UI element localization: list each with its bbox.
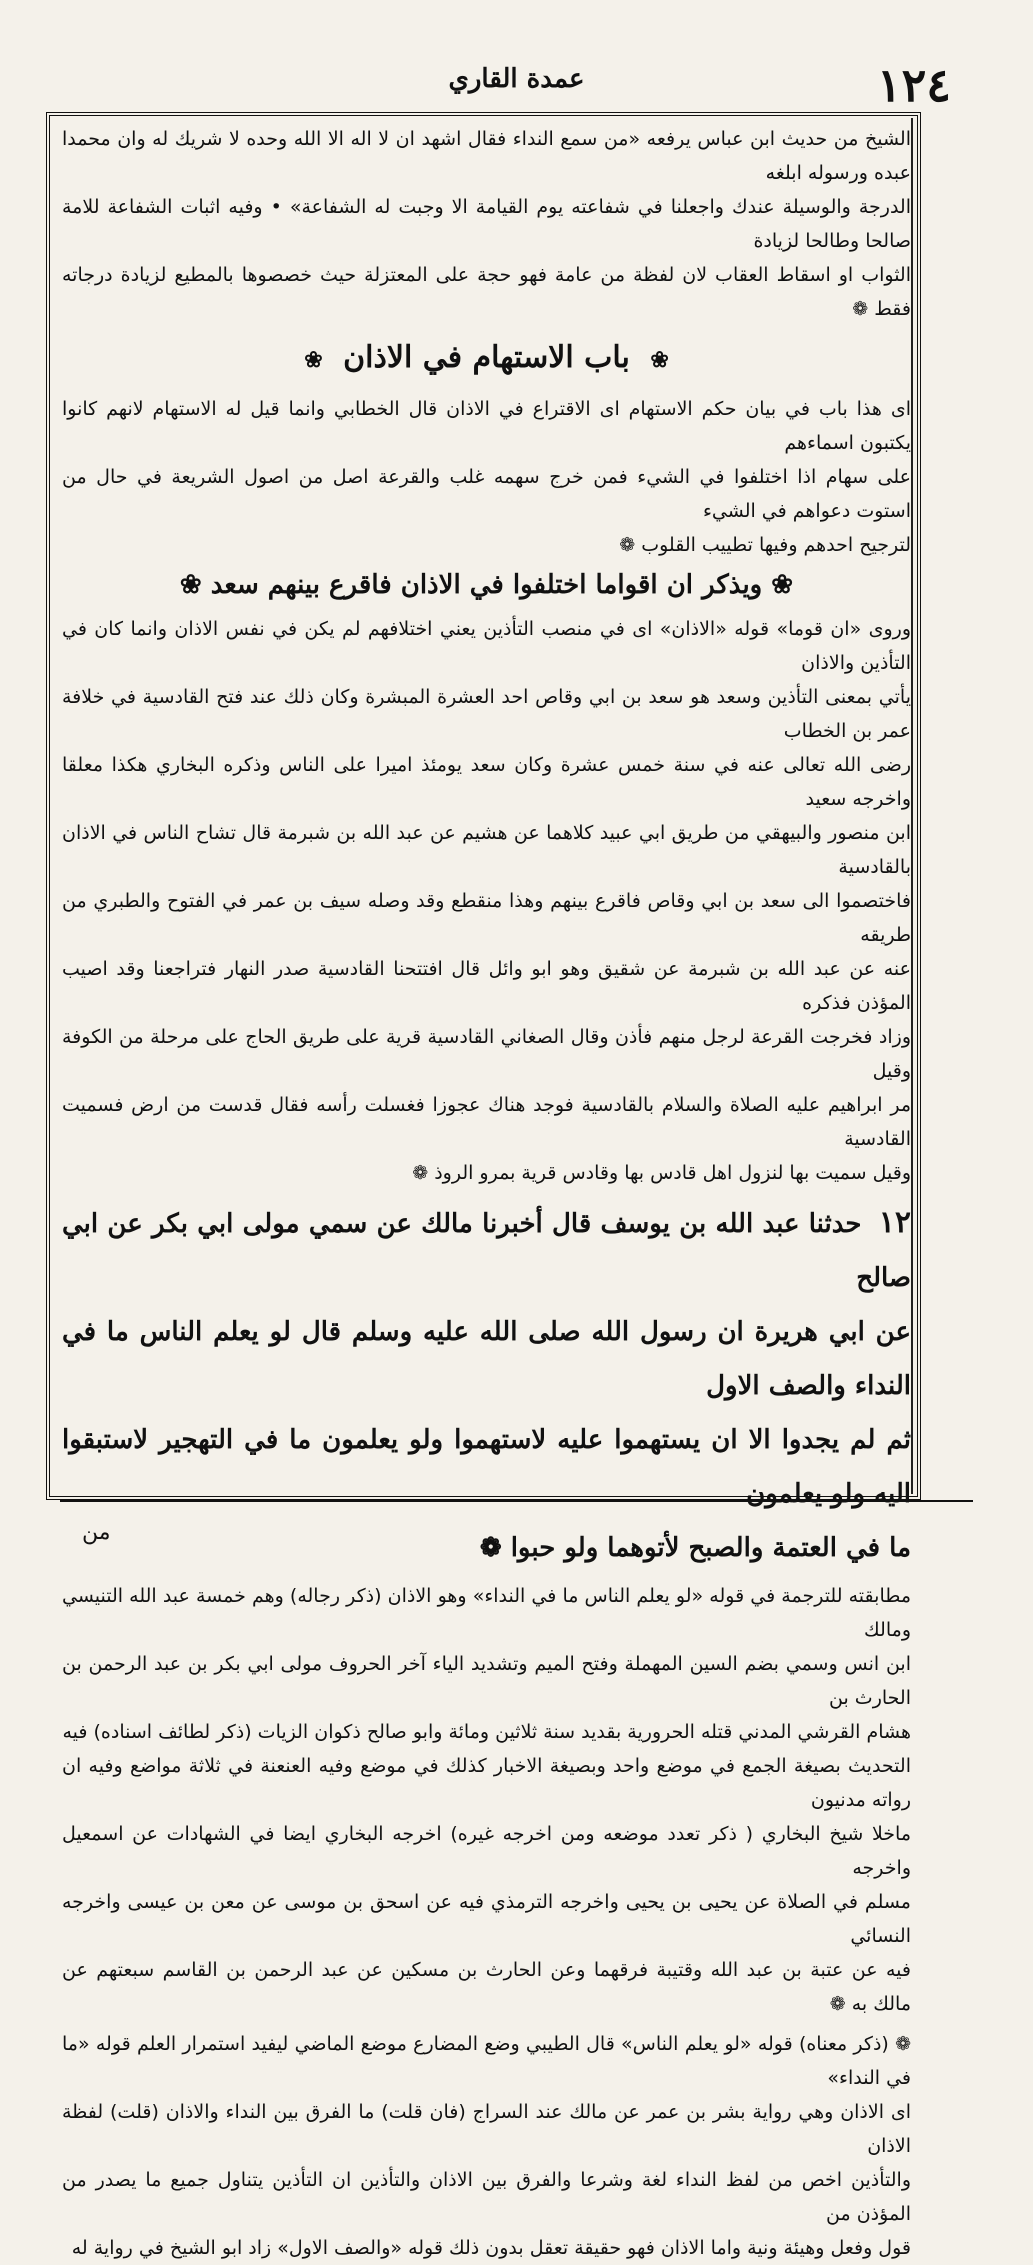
hadith-line	[62, 1196, 911, 1305]
text-line: الشيخ من حديث ابن عباس يرفعه «من سمع النداء فقال اشهد ان لا اله الا الله وحده لا شريك له وان محمدا عبده ورسوله ابلغه	[62, 128, 911, 184]
chapter-title: باب الاستهام في الاذان	[343, 340, 630, 375]
text-line: فاختصموا الى سعد بن ابي وقاص فاقرع بينهم وهذا منقطع وقد وصله سيف بن عمر في الفتوح والطبري من طريقه	[62, 890, 911, 946]
tarjama-heading	[62, 562, 911, 608]
hadith-commentary	[62, 1579, 911, 2021]
running-title: عمدة القاري	[448, 64, 585, 94]
ornament-left-icon: ❀	[304, 347, 323, 373]
chapter-commentary	[62, 392, 911, 562]
text-line: ❁ (ذكر معناه) قوله «لو يعلم الناس» قال الطيبي وضع المضارع موضع الماضي ليفيد استمرار العلم قوله «ما في النداء»	[62, 2033, 911, 2089]
main-text	[62, 122, 911, 2265]
ornament-right-icon: ❀	[771, 570, 794, 600]
hadith-line: ثم لم يجدوا الا ان يستهموا عليه لاستهموا ولو يعلمون ما في التهجير لاستبقوا اليه ولو يعلمون	[62, 1425, 911, 1509]
hadith-line: عن ابي هريرة ان رسول الله صلى الله عليه وسلم قال لو يعلم الناس ما في النداء والصف الاول	[62, 1317, 911, 1401]
text-line: الدرجة والوسيلة عندك واجعلنا في شفاعته يوم القيامة الا وجبت له الشفاعة» • وفيه اثبات الشفاعة للامة صالحا وطالحا لزيادة	[62, 196, 911, 252]
text-line: وزاد فخرجت القرعة لرجل منهم فأذن وقال الصغاني القادسية قرية على طريق الحاج على مرحلة من الكوفة وقيل	[62, 1026, 911, 1082]
catchword: من	[82, 1520, 111, 1545]
text-line: هشام القرشي المدني قتله الحرورية بقديد سنة ثلاثين ومائة وابو صالح ذكوان الزيات (ذكر لطائف اسناده) فيه	[62, 1721, 911, 1743]
hadith-line: ما في العتمة والصبح لأتوهما ولو حبوا ❁	[479, 1533, 911, 1563]
text-line: التحديث بصيغة الجمع في موضع واحد وبصيغة الاخبار كذلك في موضع وفيه العنعنة في ثلاثة مواضع وفيه ان رواته مدنيون	[62, 1755, 911, 1811]
text-line: ابن منصور والبيهقي من طريق ابي عبيد كلاهما عن هشيم عن عبد الله بن شبرمة قال تشاح الناس في الاذان بالقادسية	[62, 822, 911, 878]
page-header	[60, 52, 973, 112]
text-line: ابن انس وسمي بضم السين المهملة وفتح الميم وتشديد الياء آخر الحروف مولى ابي بكر بن عبد الرحمن بن الحارث بن	[62, 1653, 911, 1709]
meaning-commentary	[62, 2027, 911, 2265]
hadith-number: ١٢	[878, 1205, 911, 1240]
ornament-left-icon: ❀	[179, 570, 202, 600]
text-line: وروى «ان قوما» قوله «الاذان» اى في منصب التأذين يعني اختلافهم لم يكن في نفس الاذان وانما كان في التأذين والاذان	[62, 618, 911, 674]
text-line: رضى الله تعالى عنه في سنة خمس عشرة وكان سعد يومئذ اميرا على الناس وذكره البخاري هكذا معلقا واخرجه سعيد	[62, 754, 911, 810]
text-line: مر ابراهيم عليه الصلاة والسلام بالقادسية فوجد هناك عجوزا فغسلت رأسه فقال قدست من ارض فسميت القادسية	[62, 1094, 911, 1150]
chapter-heading	[62, 328, 911, 390]
ornament-right-icon: ❀	[650, 347, 669, 373]
text-line: ماخلا شيخ البخاري ( ذكر تعدد موضعه ومن اخرجه غيره) اخرجه البخاري ايضا في الشهادات عن اسمعيل واخرجه	[62, 1823, 911, 1879]
text-line: مسلم في الصلاة عن يحيى بن يحيى واخرجه الترمذي فيه عن اسحق بن موسى عن معن بن عيسى واخرجه النسائي	[62, 1891, 911, 1947]
intro-paragraph	[62, 122, 911, 326]
text-line: على سهام اذا اختلفوا في الشيء فمن خرج سهمه غلب والقرعة اصل من اصول الشريعة في حال من استوت دعواهم في الشيء	[62, 466, 911, 522]
text-line: مطابقته للترجمة في قوله «لو يعلم الناس ما في النداء» وهو الاذان (ذكر رجاله) وهم خمسة عبد الله التنيسي ومالك	[62, 1585, 911, 1641]
tarjama-text: ويذكر ان اقواما اختلفوا في الاذان فاقرع بينهم سعد	[210, 570, 763, 600]
text-line: اى الاذان وهي رواية بشر بن عمر عن مالك عند السراج (فان قلت) ما الفرق بين النداء والاذان (قلت) لفظة الاذان	[62, 2101, 911, 2157]
hadith-line-text: حدثنا عبد الله بن يوسف قال أخبرنا مالك عن سمي مولى ابي بكر عن ابي صالح	[62, 1209, 911, 1293]
text-line: قول وفعل وهيئة ونية واما الاذان فهو حقيقة تعقل بدون ذلك قوله «والصف الاول» زاد ابو الشيخ في رواية له	[71, 2237, 911, 2259]
bottom-rule	[60, 1500, 973, 1502]
page-number: ١٢٤	[876, 58, 951, 112]
text-line: والتأذين اخص من لفظ النداء لغة وشرعا والفرق بين الاذان والتأذين ان التأذين يتناول جميع ما يصدر من المؤذن من	[62, 2169, 911, 2225]
text-line: الثواب او اسقاط العقاب لان لفظة من عامة فهو حجة على المعتزلة حيث خصصوها بالمطيع لزيادة درجاته فقط ❁	[62, 264, 911, 320]
text-line: لترجيح احدهم وفيها تطييب القلوب ❁	[619, 534, 911, 556]
tarjama-commentary	[62, 612, 911, 1190]
text-line: اى هذا باب في بيان حكم الاستهام اى الاقتراع في الاذان قال الخطابي وانما قيل له الاستهام لانهم كانوا يكتبون اسماءهم	[62, 398, 911, 454]
hadith-text	[62, 1196, 911, 1575]
text-line: وقيل سميت بها لنزول اهل قادس بها وقادس قرية بمرو الروذ ❁	[412, 1162, 911, 1184]
text-line: عنه عن عبد الله بن شبرمة عن شقيق وهو ابو وائل قال افتتحنا القادسية صدر النهار فتراجعنا وقد اصيب المؤذن فذكره	[62, 958, 911, 1014]
text-line: فيه عن عتبة بن عبد الله وقتيبة فرقهما وعن الحارث بن مسكين عن عبد الرحمن بن القاسم سبعتهم عن مالك به ❁	[62, 1959, 911, 2015]
text-line: يأتي بمعنى التأذين وسعد هو سعد بن ابي وقاص احد العشرة المبشرة وكان ذلك عند فتح القادسية في خلافة عمر بن الخطاب	[62, 686, 911, 742]
